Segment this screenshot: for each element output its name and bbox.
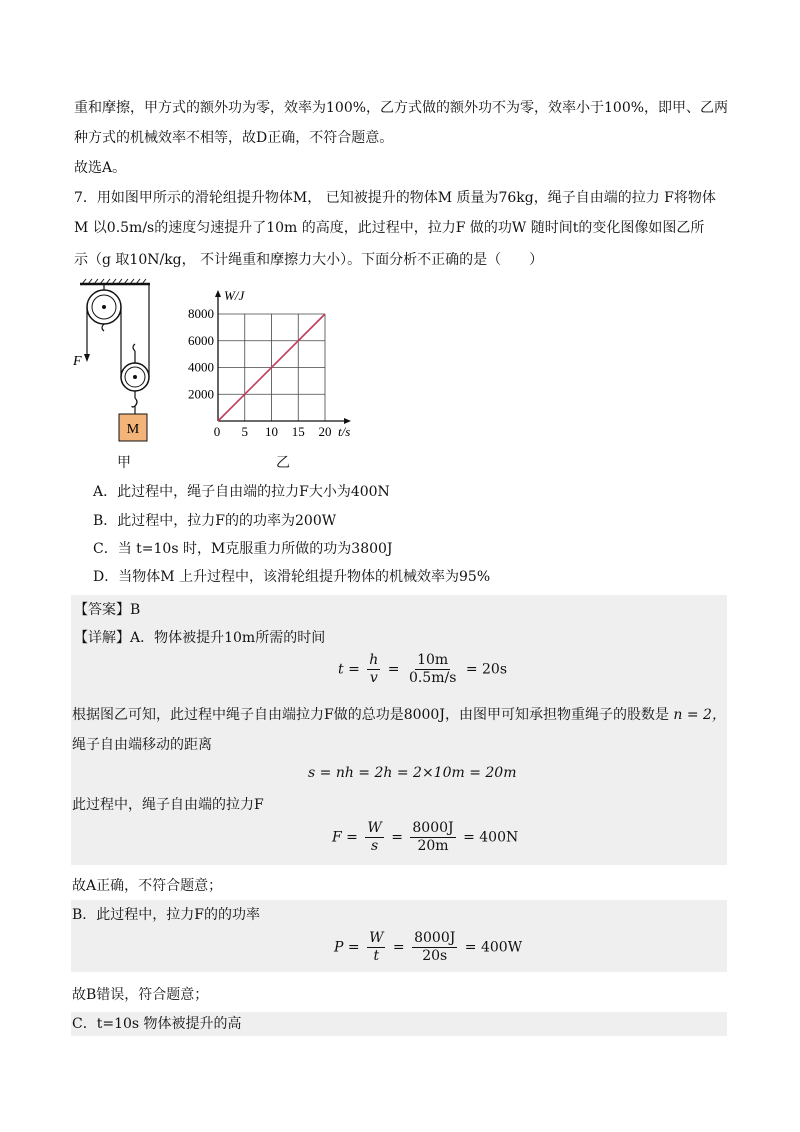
force-label: F	[73, 354, 82, 369]
x-tick-label: 20	[318, 424, 332, 439]
chart-ticks	[188, 306, 332, 439]
x-tick-label: 5	[241, 424, 248, 439]
block-label: M	[126, 422, 140, 437]
question-line-3: 示（g 取10N/kg， 不计绳重和摩擦力大小）。下面分析不正确的是（ ）	[74, 252, 544, 268]
equation-power: P = $\frac{W}{t}$ = $\frac{8000J}{20s}$ = 400W	[334, 930, 523, 964]
x-axis-label: t/s	[338, 424, 351, 439]
text-distance: 绳子自由端移动的距离	[72, 737, 212, 753]
equation-distance: s = nh = 2h = 2×10m = 20m	[308, 765, 517, 781]
option-d: D．当物体M 上升过程中，该滑轮组提升物体的机械效率为95%	[93, 569, 491, 585]
y-tick-label: 8000	[188, 306, 214, 321]
text-total-work: 根据图乙可知，此过程中绳子自由端拉力F做的总功是8000J，由图甲可知承担物重绳子的股数是 n = 2，	[72, 707, 726, 723]
intro-line-3: 故选A。	[74, 160, 127, 176]
conclusion-b: 故B错误，符合题意；	[72, 987, 209, 1003]
equation-force: F = $\frac{W}{s}$ = $\frac{8000J}{20m}$ = 400N	[332, 820, 519, 854]
figure-yi-caption: 乙	[276, 455, 290, 471]
question-line-2: M 以0.5m/s的速度匀速提升了10m 的高度，此过程中，拉力F 做的功W 随时间t的变化图像如图乙所	[74, 220, 705, 236]
question-line-1: 7．用如图甲所示的滑轮组提升物体M， 已知被提升的物体M 质量为76kg，绳子自由端的拉力 F将物体	[74, 190, 716, 206]
y-axis-label: W/J	[224, 288, 245, 303]
figure-jia-caption: 甲	[117, 455, 131, 471]
force-arrow	[84, 354, 90, 362]
option-b: B．此过程中，拉力F的的功率为200W	[93, 513, 337, 529]
work-time-chart	[178, 284, 368, 446]
equation-time: t = $\frac{h}{v}$ = $\frac{10m}{0.5m/s}$ = 20s	[338, 652, 508, 686]
detail-heading: 【详解】A．物体被提升10m所需的时间	[74, 630, 326, 646]
intro-line-1: 重和摩擦，甲方式的额外功为零，效率为100%，乙方式做的额外功不为零，效率小于100%，即甲、乙两	[74, 100, 729, 116]
x-tick-label: 15	[291, 424, 305, 439]
heading-c: C．t=10s 物体被提升的高	[72, 1016, 242, 1032]
pulley-diagram	[70, 278, 165, 470]
y-tick-label: 6000	[188, 332, 214, 348]
conclusion-a: 故A正确，不符合题意；	[72, 878, 223, 894]
x-tick-label: 10	[265, 424, 278, 439]
y-tick-label: 4000	[188, 359, 214, 375]
answer-label: 【答案】B	[74, 602, 141, 618]
intro-line-2: 种方式的机械效率不相等，故D正确，不符合题意。	[74, 130, 394, 146]
y-axis-arrow	[215, 290, 221, 297]
option-c: C．当 t=10s 时，M克服重力所做的功为3800J	[93, 541, 393, 557]
heading-b: B．此过程中，拉力F的的功率	[72, 907, 261, 923]
option-a: A．此过程中，绳子自由端的拉力F大小为400N	[93, 484, 390, 500]
x-tick-label: 0	[213, 424, 221, 439]
text-force: 此过程中，绳子自由端的拉力F	[72, 797, 264, 813]
y-tick-label: 2000	[188, 386, 214, 402]
